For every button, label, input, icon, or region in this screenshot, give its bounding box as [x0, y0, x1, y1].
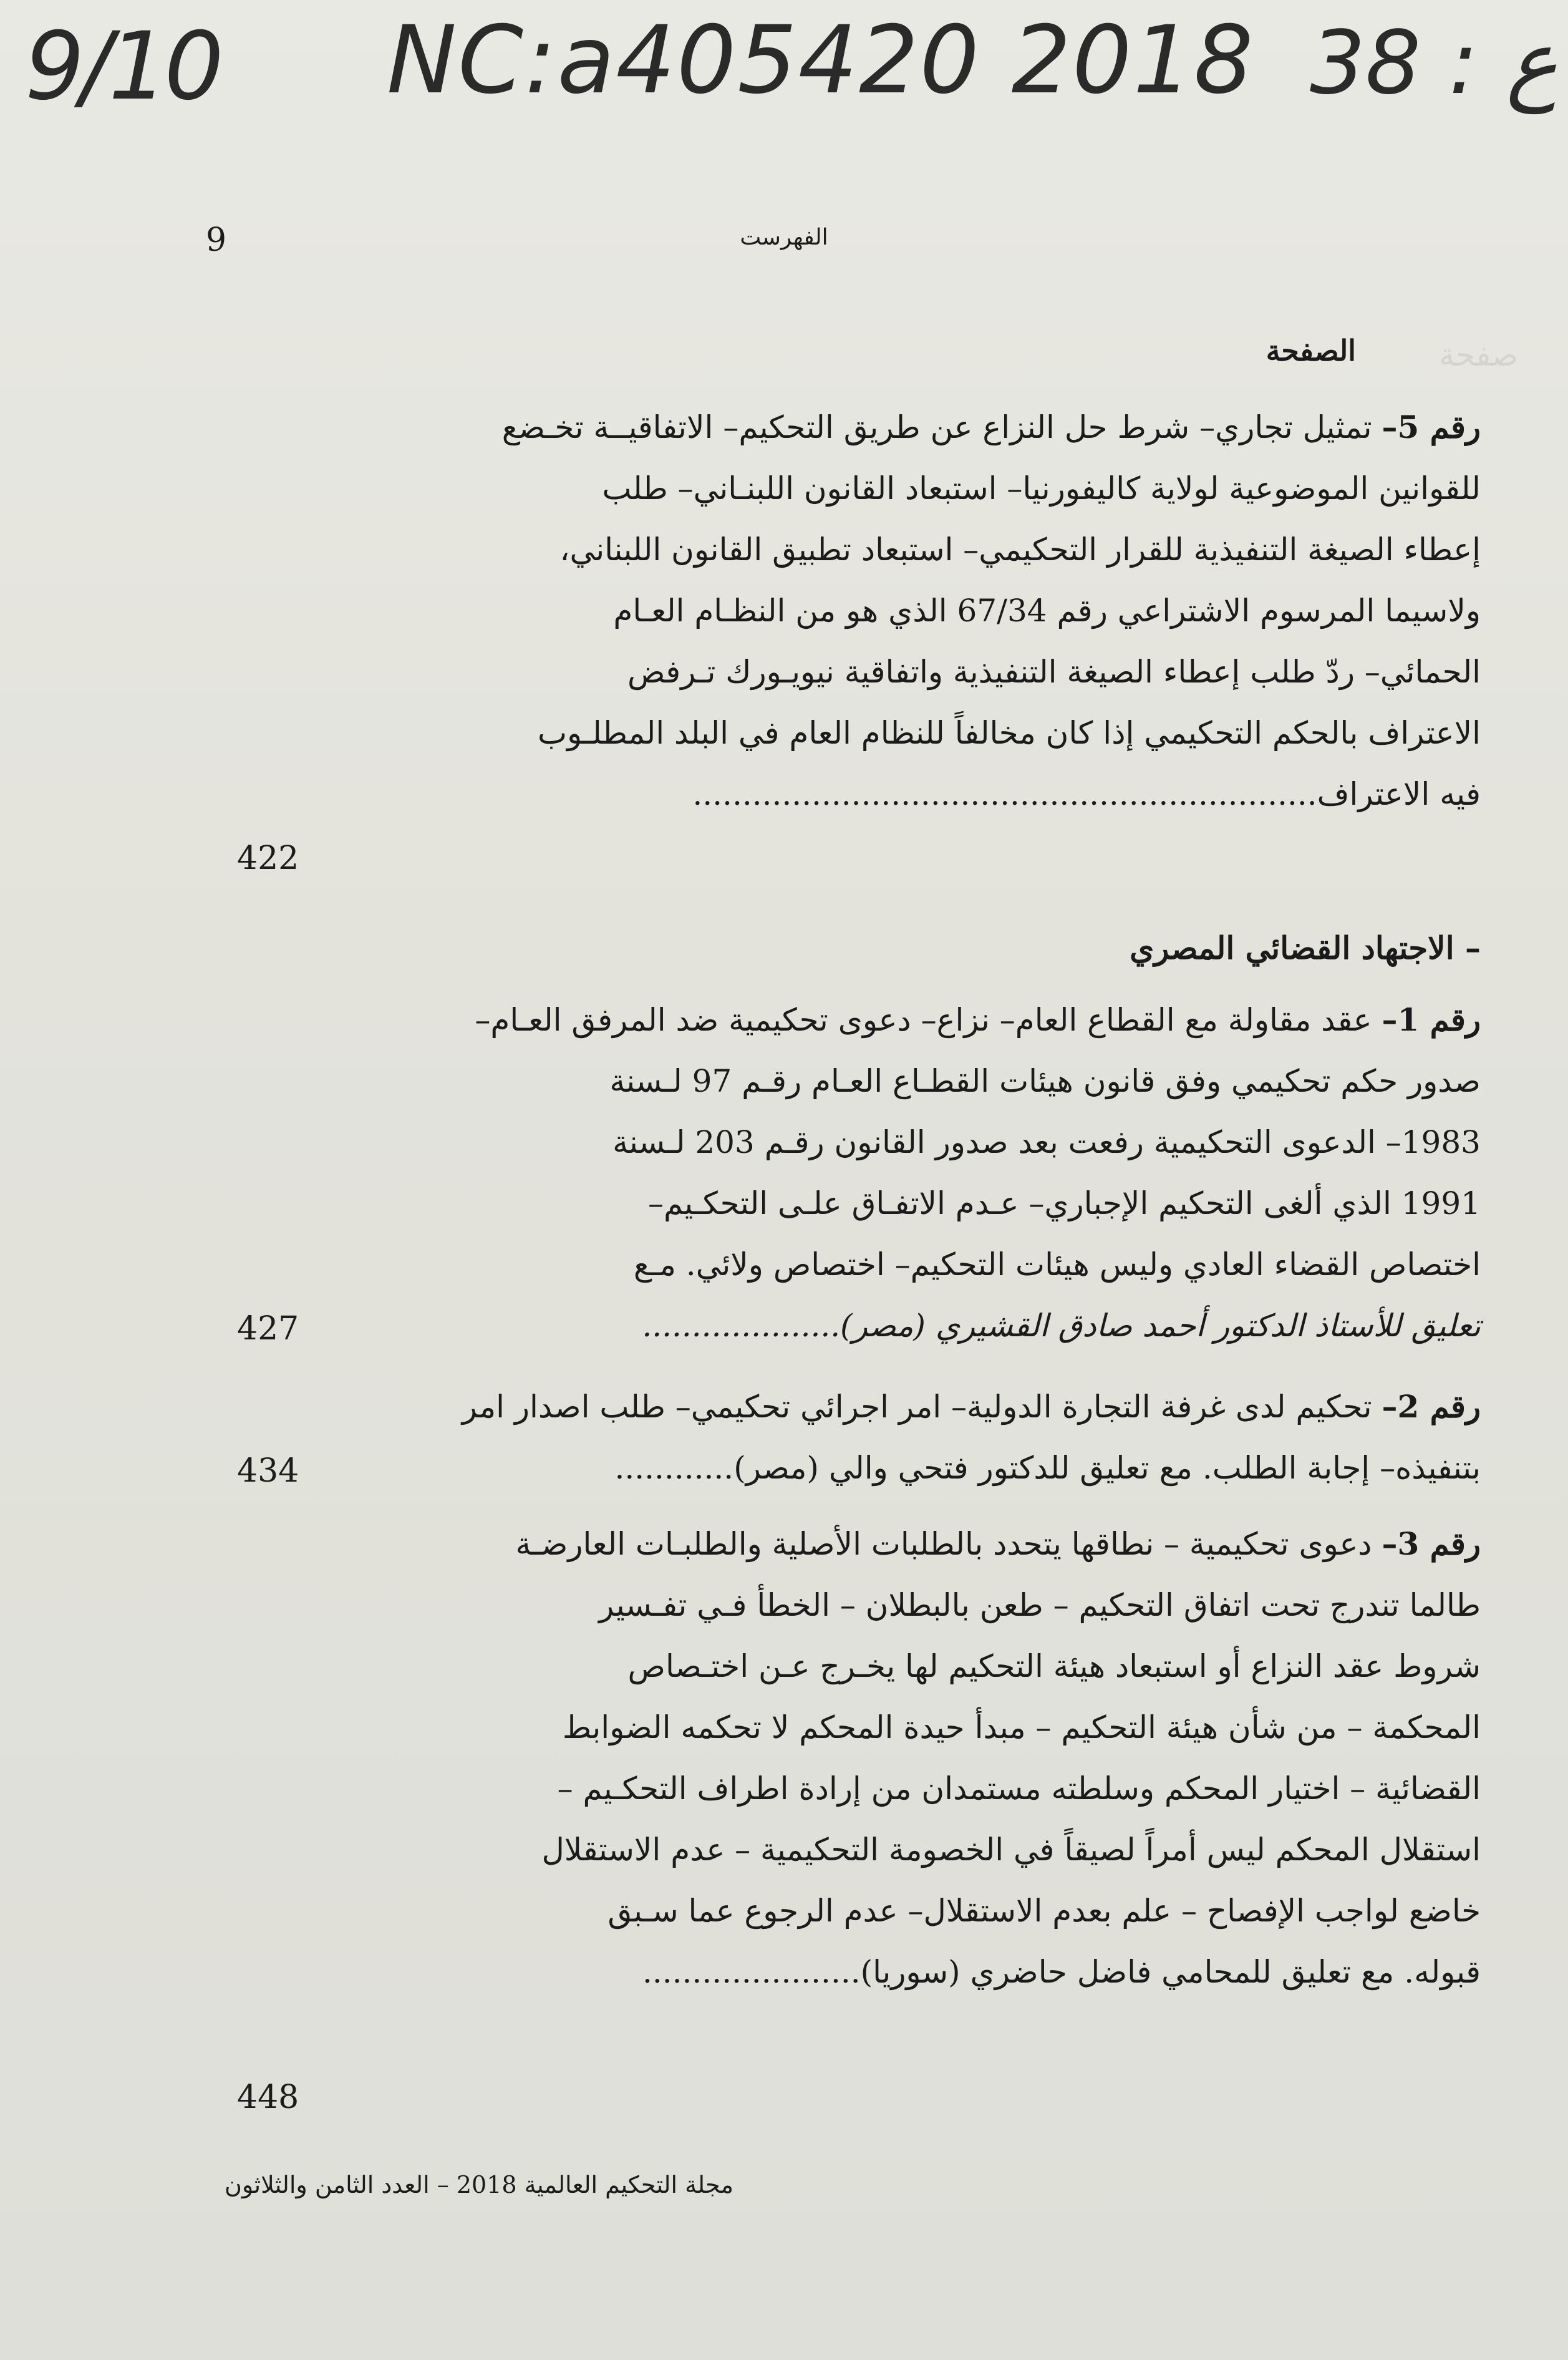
- entry-5-line-1: رقم 5– تمثيل تجاري– شرط حل النزاع عن طريق التحكيم– الاتفاقيــة تخـضع: [501, 409, 1481, 445]
- entry-3-page: 448: [237, 2079, 299, 2116]
- entry-3-line-5: القضائية – اختيار المحكم وسلطته مستمدان من إرادة اطراف التحكـيم –: [557, 1770, 1481, 1807]
- entry-5-line-5: الحمائي– ردّ طلب إعطاء الصيغة التنفيذية واتفاقية نيويـورك تـرفض: [627, 654, 1481, 690]
- bleed-through-text: صفحة: [1439, 337, 1518, 373]
- entry-3-line-3: شروط عقد النزاع أو استبعاد هيئة التحكيم لها يخـرج عـن اختـصاص: [627, 1648, 1481, 1684]
- entry-3-line-8: قبوله. مع تعليق للمحامي فاضل حاضري (سوريا)......................: [642, 1954, 1481, 1990]
- entry-5-line-3: إعطاء الصيغة التنفيذية للقرار التحكيمي– استبعاد تطبيق القانون اللبناني،: [559, 532, 1481, 568]
- handwritten-page-count: 9/10: [25, 12, 220, 121]
- entry-5-line-4: ولاسيما المرسوم الاشتراعي رقم 67/34 الذي هو من النظـام العـام: [613, 593, 1481, 629]
- journal-footer: مجلة التحكيم العالمية 2018 – العدد الثامن والثلاثون: [225, 2171, 733, 2198]
- handwritten-issue: 38 : ع: [1310, 12, 1558, 114]
- entry-5-line-7: فيه الاعتراف...............................................................: [692, 776, 1481, 812]
- entry-2-page: 434: [237, 1452, 299, 1490]
- running-title: الفهرست: [740, 225, 828, 250]
- entry-1-line-6: تعليق للأستاذ الدكتور أحمد صادق القشيري (مصر)....................: [642, 1308, 1481, 1344]
- entry-1-line-3: 1983– الدعوى التحكيمية رفعت بعد صدور القانون رقـم 203 لـسنة: [612, 1124, 1481, 1160]
- entry-5-page: 422: [237, 840, 299, 877]
- entry-1-line-2: صدور حكم تحكيمي وفق قانون هيئات القطـاع العـام رقـم 97 لـسنة: [609, 1063, 1481, 1099]
- entry-5-line-6: الاعتراف بالحكم التحكيمي إذا كان مخالفاً للنظام العام في البلد المطلـوب: [537, 715, 1481, 751]
- entry-3-line-4: المحكمة – من شأن هيئة التحكيم – مبدأ حيدة المحكم لا تحكمه الضوابط: [562, 1709, 1481, 1746]
- page-number: 9: [206, 221, 227, 259]
- entry-2-line-2: بتنفيذه– إجابة الطلب. مع تعليق للدكتور فتحي والي (مصر)............: [614, 1450, 1481, 1486]
- entry-1-line-1: رقم 1– عقد مقاولة مع القطاع العام– نزاع– دعوى تحكيمية ضد المرفق العـام–: [475, 1001, 1481, 1038]
- entry-3-line-2: طالما تندرج تحت اتفاق التحكيم – طعن بالبطلان – الخطأ فـي تفـسير: [599, 1587, 1481, 1623]
- entry-1-page: 427: [237, 1310, 299, 1348]
- entry-2-line-1: رقم 2– تحكيم لدى غرفة التجارة الدولية– امر اجرائي تحكيمي– طلب اصدار امر: [462, 1388, 1481, 1425]
- entry-5-line-8: [408, 833, 1481, 883]
- entry-1-line-4: 1991 الذي ألغى التحكيم الإجباري– عـدم الاتفـاق علـى التحكـيم–: [647, 1185, 1481, 1221]
- entry-1-line-5: اختصاص القضاء العادي وليس هيئات التحكيم– اختصاص ولائي. مـع: [633, 1246, 1481, 1283]
- entry-3-line-9: [408, 2011, 1481, 2061]
- entry-3-line-1: رقم 3– دعوى تحكيمية – نطاقها يتحدد بالطلبات الأصلية والطلبـات العارضـة: [515, 1525, 1481, 1562]
- section-heading: – الاجتهاد القضائي المصري: [1130, 930, 1481, 966]
- entry-3-line-10: [408, 2072, 1481, 2122]
- entry-5-line-2: للقوانين الموضوعية لولاية كاليفورنيا– استبعاد القانون اللبنـاني– طلب: [602, 470, 1481, 507]
- column-heading-page: الصفحة: [1266, 334, 1356, 367]
- entry-3-line-6: استقلال المحكم ليس أمراً لصيقاً في الخصومة التحكيمية – عدم الاستقلال: [541, 1832, 1481, 1868]
- handwritten-catalog-number: NC:a405420 2018: [387, 6, 1255, 115]
- entry-3-line-7: خاضع لواجب الإفصاح – علم بعدم الاستقلال– عدم الرجوع عما سـبق: [607, 1893, 1481, 1929]
